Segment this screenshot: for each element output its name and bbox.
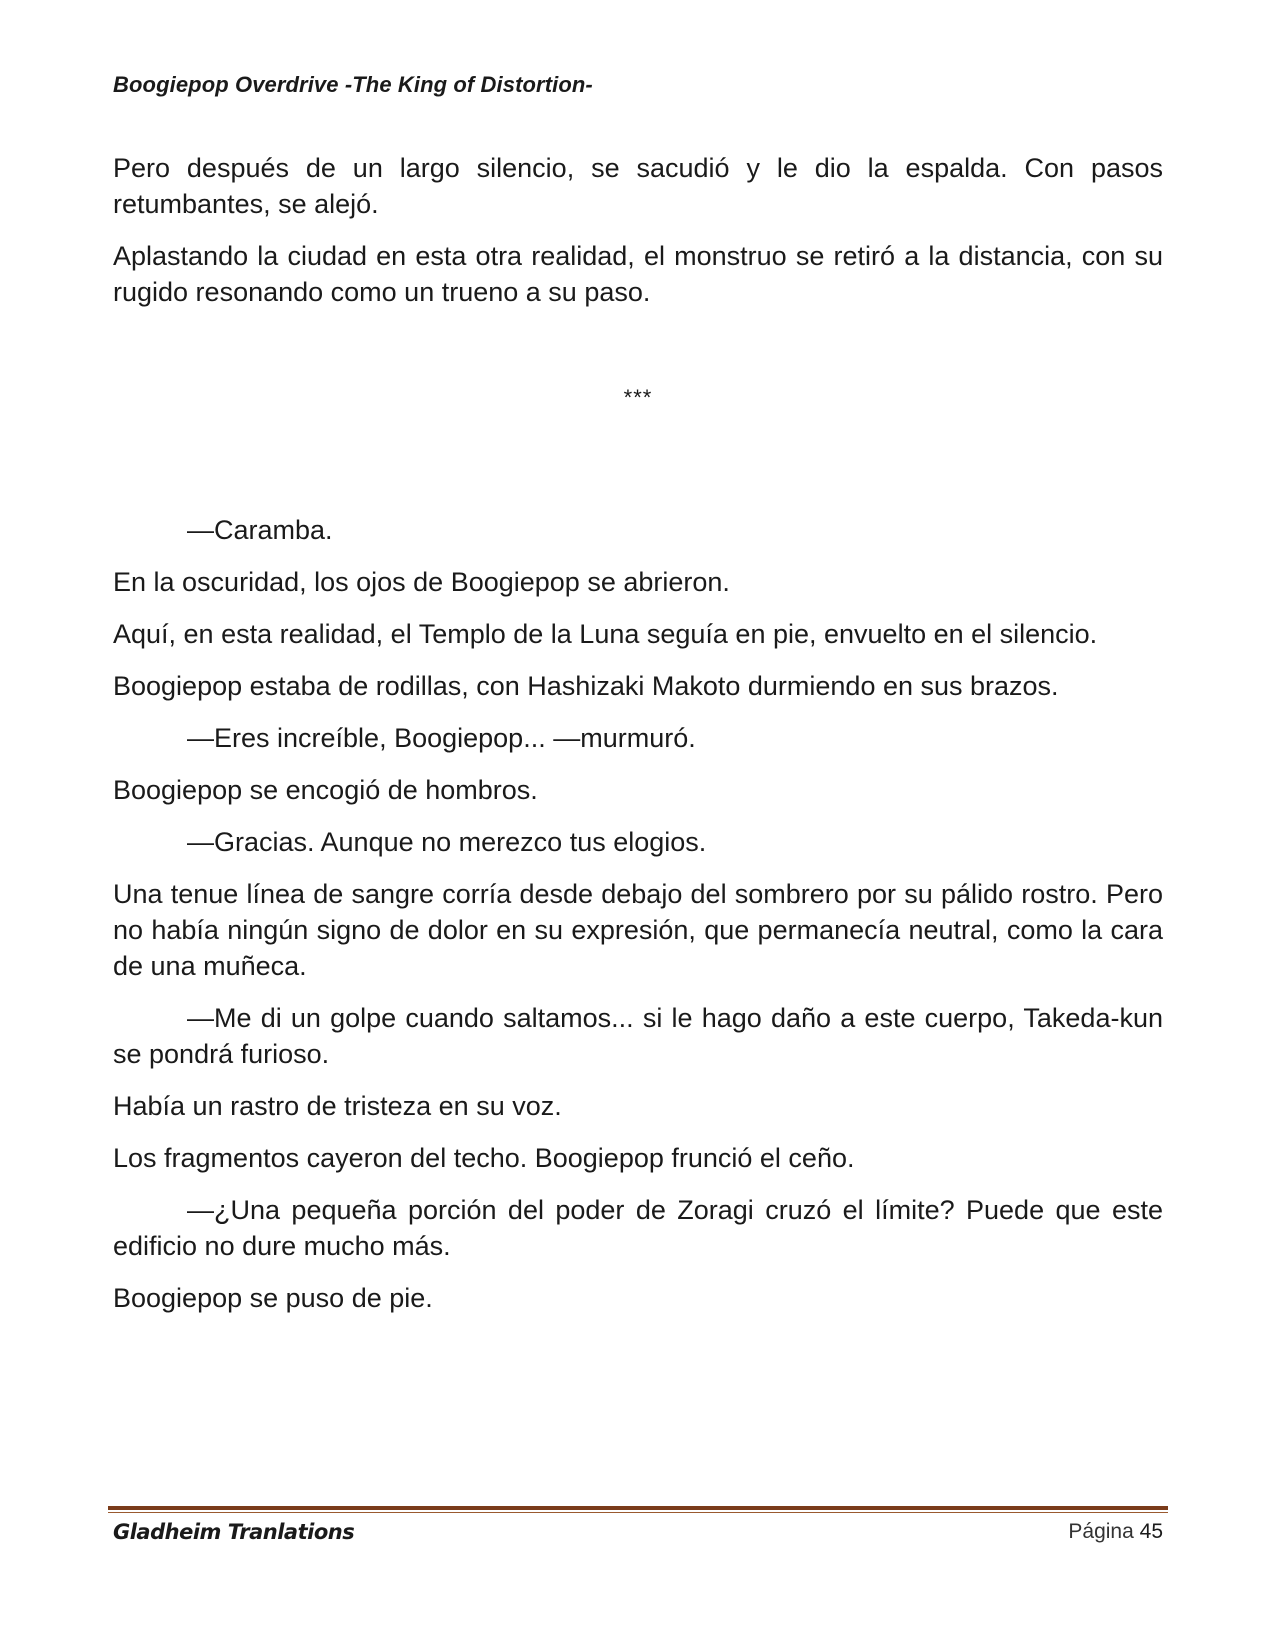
dialog-line: —Me di un golpe cuando saltamos... si le hago daño a este cuerpo, Takeda-kun se pondrá furioso. [113,1003,1163,1069]
paragraph: Los fragmentos cayeron del techo. Boogiepop frunció el ceño. [113,1143,855,1173]
footer-page-number [1068,1520,1163,1544]
dialog-line: —Eres increíble, Boogiepop... —murmuró. [187,723,696,753]
footer-rule-thin [108,1512,1168,1513]
running-header: Boogiepop Overdrive -The King of Distortion- [113,72,593,97]
paragraph: Boogiepop se encogió de hombros. [113,775,538,805]
dialog-line: —Gracias. Aunque no merezco tus elogios. [187,827,707,857]
paragraph: Boogiepop se puso de pie. [113,1283,433,1313]
dialog-line: —¿Una pequeña porción del poder de Zoragi cruzó el límite? Puede que este edificio no dure mucho más. [113,1195,1163,1261]
paragraph: En la oscuridad, los ojos de Boogiepop se abrieron. [113,567,730,597]
paragraph: Una tenue línea de sangre corría desde debajo del sombrero por su pálido rostro. Pero no había ningún signo de dolor en su expresión, que permanecía neutral, como la cara de una muñeca. [113,879,1163,981]
paragraph: Boogiepop estaba de rodillas, con Hashizaki Makoto durmiendo en sus brazos. [113,671,1059,701]
paragraph: Aquí, en esta realidad, el Templo de la Luna seguía en pie, envuelto en el silencio. [113,619,1098,649]
paragraph: Aplastando la ciudad en esta otra realidad, el monstruo se retiró a la distancia, con su rugido resonando como un trueno a su paso. [113,241,1163,307]
page-body [113,150,1163,1332]
scene-separator: *** [623,385,653,410]
footer-rule [108,1506,1168,1510]
dialog-line: —Caramba. [187,515,333,545]
page-number: 45 [1139,1520,1163,1543]
paragraph: Había un rastro de tristeza en su voz. [113,1091,562,1121]
paragraph: Pero después de un largo silencio, se sacudió y le dio la espalda. Con pasos retumbantes, se alejó. [113,153,1163,219]
footer-publisher: Gladheim Tranlations [113,1520,355,1544]
page-label: Página [1068,1520,1134,1543]
